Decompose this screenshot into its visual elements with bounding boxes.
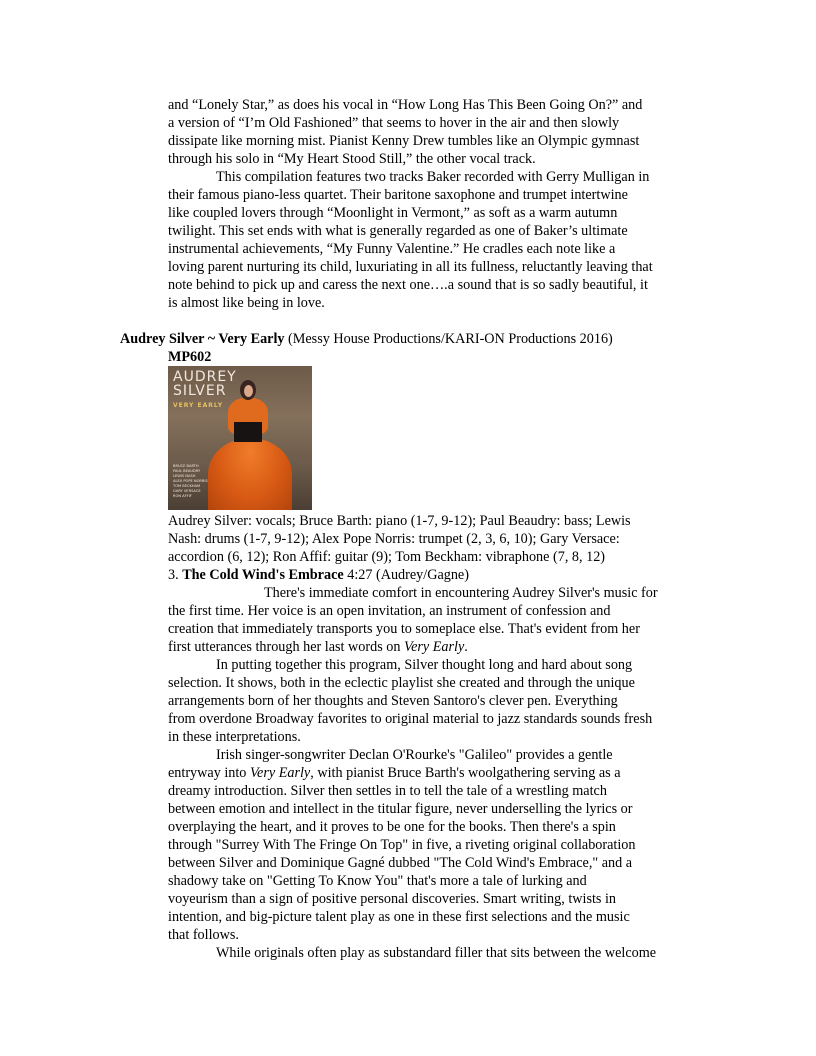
text-line: is almost like being in love. bbox=[168, 295, 325, 311]
review-paragraph-2 bbox=[168, 656, 652, 746]
text-line: creation that immediately transports you to someplace else. That's evident from her bbox=[168, 621, 640, 637]
text-run: . bbox=[464, 639, 468, 655]
text-line: that follows. bbox=[168, 927, 239, 943]
text-line: Nash: drums (1-7, 9-12); Alex Pope Norris: trumpet (2, 3, 6, 10); Gary Versace: bbox=[168, 531, 620, 547]
text-line: their famous piano-less quartet. Their baritone saxophone and trumpet intertwine bbox=[168, 187, 628, 203]
text-line: between Silver and Dominique Gagné dubbed "The Cold Wind's Embrace," and a bbox=[168, 855, 633, 871]
text-line: loving parent nurturing its child, luxuriating in all its fullness, reluctantly leaving that bbox=[168, 259, 653, 275]
compilation-paragraph bbox=[168, 168, 653, 312]
text-line: note behind to pick up and caress the next one….a sound that is so sadly beautiful, it bbox=[168, 277, 648, 293]
text-line: overplaying the heart, and it proves to be one for the books. Then there's a spin bbox=[168, 819, 616, 835]
text-line: Audrey Silver: vocals; Bruce Barth: piano (1-7, 9-12); Paul Beaudry: bass; Lewis bbox=[168, 513, 631, 529]
track-title: The Cold Wind's Embrace bbox=[182, 567, 344, 583]
text-line: This compilation features two tracks Baker recorded with Gerry Mulligan in bbox=[216, 169, 650, 185]
catalog-number: MP602 bbox=[168, 349, 212, 365]
text-line: through his solo in “My Heart Stood Still,” the other vocal track. bbox=[168, 151, 536, 167]
review-paragraph-1 bbox=[168, 584, 658, 656]
text-line: in these interpretations. bbox=[168, 729, 301, 745]
cover-artist-name bbox=[173, 370, 237, 398]
cover-art-face bbox=[244, 385, 253, 397]
cover-artist-line: AUDREY bbox=[173, 369, 237, 385]
text-line: intention, and big-picture talent play as one in these first selections and the music bbox=[168, 909, 630, 925]
review-paragraph-4 bbox=[168, 944, 656, 962]
text-line: accordion (6, 12); Ron Affif: guitar (9); Tom Beckham: vibraphone (7, 8, 12) bbox=[168, 549, 606, 565]
cover-art-skirt bbox=[208, 438, 292, 510]
track-number: 3. bbox=[168, 567, 183, 583]
review-paragraph-3 bbox=[168, 746, 635, 944]
cover-artist-line: SILVER bbox=[173, 383, 227, 399]
cover-album-title: VERY EARLY bbox=[173, 402, 224, 409]
text-line: instrumental achievements, “My Funny Valentine.” He cradles each note like a bbox=[168, 241, 616, 257]
album-title-italic: Very Early bbox=[249, 765, 311, 781]
text-line: Irish singer-songwriter Declan O'Rourke's "Galileo" provides a gentle bbox=[216, 747, 613, 763]
text-line: While originals often play as substandard filler that sits between the welcome bbox=[216, 945, 657, 961]
text-line: voyeurism than a sign of positive personal discoveries. Smart writing, twists in bbox=[168, 891, 617, 907]
intro-paragraph bbox=[168, 96, 642, 168]
text-run: first utterances through her last words on bbox=[168, 639, 405, 655]
text-line: twilight. This set ends with what is generally regarded as one of Baker’s ultimate bbox=[168, 223, 628, 239]
text-line: and “Lonely Star,” as does his vocal in “How Long Has This Been Going On?” and bbox=[168, 97, 643, 113]
text-line bbox=[168, 764, 635, 782]
text-line bbox=[168, 638, 658, 656]
album-cover bbox=[168, 366, 312, 510]
text-line: between emotion and intellect in the titular figure, never underselling the lyrics or bbox=[168, 801, 633, 817]
text-line: through "Surrey With The Fringe On Top" in five, a riveting original collaboration bbox=[168, 837, 636, 853]
text-run: entryway into bbox=[168, 765, 250, 781]
cover-art-top bbox=[234, 422, 262, 442]
text-line: like coupled lovers through “Moonlight in Vermont,” as soft as a warm autumn bbox=[168, 205, 618, 221]
text-line: the first time. Her voice is an open invitation, an instrument of confession and bbox=[168, 603, 611, 619]
text-line: In putting together this program, Silver thought long and hard about song bbox=[216, 657, 633, 673]
track-detail: 4:27 (Audrey/Gagne) bbox=[343, 567, 469, 583]
text-line: arrangements born of her thoughts and Steven Santoro's clever pen. Everything bbox=[168, 693, 618, 709]
artist-album-title: Audrey Silver ~ Very Early bbox=[120, 331, 285, 347]
review-heading bbox=[120, 330, 613, 348]
text-run: , with pianist Bruce Barth's woolgathering serving as a bbox=[310, 765, 621, 781]
personnel bbox=[168, 512, 631, 566]
album-title-italic: Very Early bbox=[404, 639, 465, 655]
text-line: dreamy introduction. Silver then settles in to tell the tale of a wrestling match bbox=[168, 783, 607, 799]
text-line: selection. It shows, both in the eclectic playlist she created and through the unique bbox=[168, 675, 635, 691]
text-line: a version of “I’m Old Fashioned” that seems to hover in the air and then slowly bbox=[168, 115, 620, 131]
text-line: dissipate like morning mist. Pianist Kenny Drew tumbles like an Olympic gymnast bbox=[168, 133, 640, 149]
text-line: There's immediate comfort in encountering Audrey Silver's music for bbox=[264, 585, 658, 601]
featured-track bbox=[168, 566, 469, 584]
label-info: (Messy House Productions/KARI-ON Productions 2016) bbox=[284, 331, 613, 347]
text-line: from overdone Broadway favorites to original material to jazz standards sounds fresh bbox=[168, 711, 653, 727]
text-line: shadowy take on "Getting To Know You" that's more a tale of lurking and bbox=[168, 873, 587, 889]
cover-credits: BRUCE BARTH PAUL BEAUDRY LEWIS NASH ALEX POPE NORRIS TOM BECKHAM GARY VERSACE RON AFFIF bbox=[173, 464, 208, 498]
